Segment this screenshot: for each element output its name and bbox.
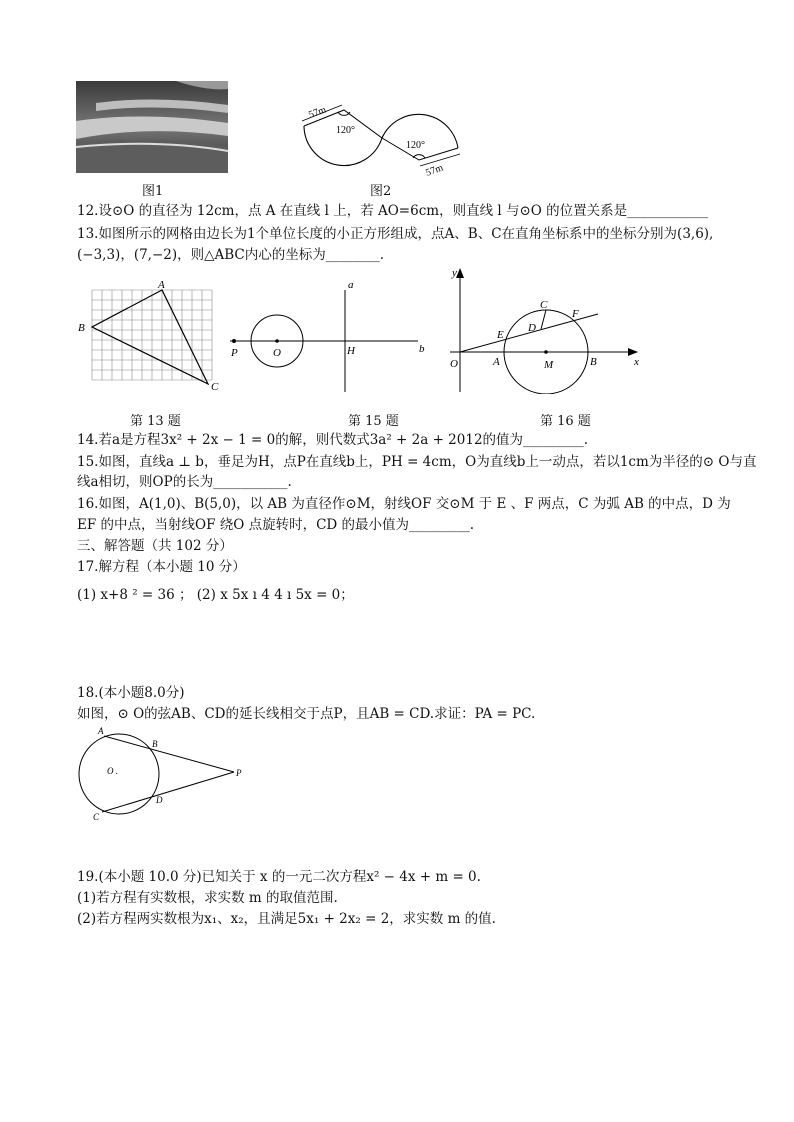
question-15-line1: 15.如图，直线a ⊥ b，垂足为H，点P在直线b上，PH = 4cm，O为直线b上一动点，若以1cm为半径的⊙ O与直 xyxy=(77,454,757,470)
q15-figure xyxy=(222,276,432,394)
q18-label-b: B xyxy=(152,739,158,749)
figure-2-diagram xyxy=(292,96,472,176)
question-17-equations: (1) x+8 ² = 36 ； (2) x 5x ı 4 4 ı 5x = 0； xyxy=(77,587,354,603)
q15-label-h: H xyxy=(347,345,355,357)
q13-label-a: A xyxy=(158,279,165,291)
q15-caption: 第 15 题 xyxy=(348,414,399,429)
q15-label-a: a xyxy=(348,279,354,291)
q18-label-c: C xyxy=(93,812,100,822)
q13-label-c: C xyxy=(211,381,219,393)
question-12: 12.设⊙O 的直径为 12cm，点 A 在直线 l 上，若 AO=6cm，则直线 l 与⊙O 的位置关系是____________ xyxy=(77,203,709,219)
question-13-line1: 13.如图所示的网格由边长为1个单位长度的小正方形组成，点A、B、C在直角坐标系中的坐标分别为(3,6), xyxy=(77,226,714,242)
q16-caption: 第 16 题 xyxy=(540,414,591,429)
q16-label-a: A xyxy=(493,356,500,368)
figure-1-photo xyxy=(76,81,228,173)
q16-label-b: B xyxy=(590,356,597,368)
question-13-line2: (−3,3)，(7,−2)，则△ABC内心的坐标为________. xyxy=(77,247,385,263)
q18-label-o: O . xyxy=(107,766,118,776)
question-18-title: 18.(本小题8.0分) xyxy=(77,685,185,701)
q15-label-p: P xyxy=(231,347,238,359)
fig2-angle-bottom: 120° xyxy=(406,140,425,151)
question-19-part2: (2)若方程两实数根为x₁、x₂，且满足5x₁ + 2x₂ = 2，求实数 m 的值. xyxy=(77,911,496,927)
fig2-len-bottom: 57m xyxy=(424,162,445,176)
q18-label-d: D xyxy=(156,795,163,805)
section-3-heading: 三、解答题（共 102 分） xyxy=(77,538,233,554)
question-19-part1: (1)若方程有实数根，求实数 m 的取值范围. xyxy=(77,890,338,906)
q16-label-m: M xyxy=(544,359,554,371)
q18-figure xyxy=(74,724,254,824)
q16-label-d: D xyxy=(528,322,536,334)
q18-label-p: P xyxy=(236,768,242,778)
question-19-title: 19.(本小题 10.0 分)已知关于 x 的一元二次方程x² − 4x + m = 0. xyxy=(77,869,481,885)
q15-label-o: O xyxy=(273,347,281,359)
q16-label-x: x xyxy=(634,356,639,368)
fig2-angle-top: 120° xyxy=(336,125,355,136)
q13-label-b: B xyxy=(78,322,85,334)
q15-label-b: b xyxy=(419,343,425,355)
q16-label-f: F xyxy=(572,308,579,320)
q16-label-o: O xyxy=(450,358,458,370)
q13-grid-figure xyxy=(74,276,224,394)
question-16-line2: EF 的中点，当射线OF 绕O 点旋转时，CD 的最小值为_________. xyxy=(77,517,475,533)
q16-label-y: y xyxy=(452,267,457,279)
fig2-len-top: 57m xyxy=(307,104,328,121)
q16-label-c: C xyxy=(540,299,548,311)
figure-1-caption: 图1 xyxy=(142,184,164,199)
question-16-line1: 16.如图，A(1,0)、B(5,0)，以 AB 为直径作⊙M，射线OF 交⊙M 于 E 、F 两点，C 为弧 AB 的中点，D 为 xyxy=(77,496,731,512)
q16-label-e: E xyxy=(497,329,504,341)
question-17-title: 17.解方程（本小题 10 分） xyxy=(77,559,246,575)
q18-label-a: A xyxy=(98,726,104,736)
figure-2-caption: 图2 xyxy=(370,184,392,199)
question-15-line2: 线a相切，则OP的长为___________. xyxy=(77,474,292,490)
question-18-text: 如图，⊙ O的弦AB、CD的延长线相交于点P，且AB = CD.求证：PA = PC. xyxy=(77,706,536,722)
q16-figure xyxy=(440,264,650,394)
q13-caption: 第 13 题 xyxy=(130,414,181,429)
question-14: 14.若a是方程3x² + 2x − 1 = 0的解，则代数式3a² + 2a + 2012的值为_________. xyxy=(77,432,589,448)
